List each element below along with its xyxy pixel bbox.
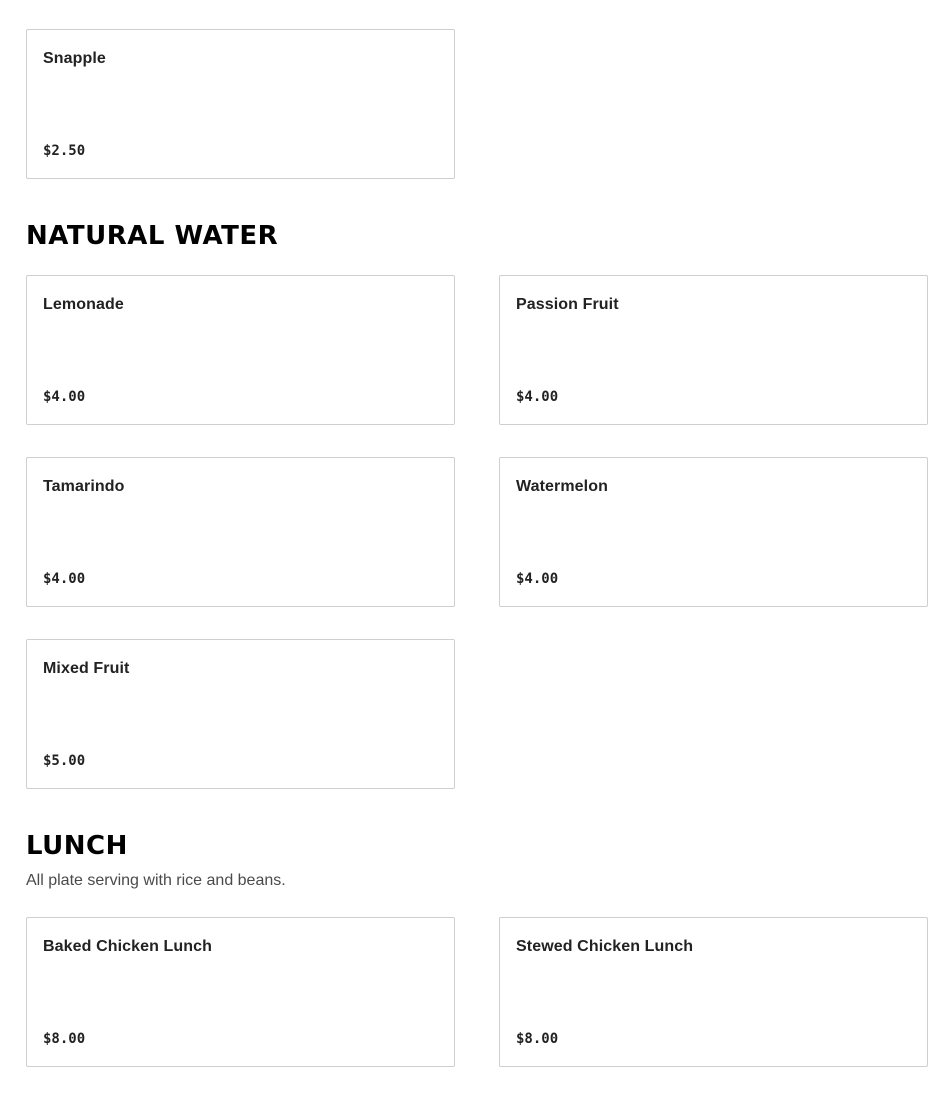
menu-item-card[interactable] — [26, 275, 455, 425]
menu-item-name: Passion Fruit — [516, 296, 619, 313]
menu-item-price: $5.00 — [43, 753, 86, 769]
menu-item-card[interactable] — [26, 639, 455, 789]
menu-item-card[interactable] — [26, 457, 455, 607]
menu-item-name: Stewed Chicken Lunch — [516, 938, 694, 955]
section-title-natural-water: NATURAL WATER — [26, 221, 279, 251]
menu-item-name: Watermelon — [516, 478, 608, 495]
menu-item-card[interactable] — [499, 275, 928, 425]
menu-item-price: $4.00 — [43, 571, 86, 587]
menu-item-price: $4.00 — [516, 571, 559, 587]
menu-item-name: Baked Chicken Lunch — [43, 938, 213, 955]
menu-item-price: $4.00 — [43, 389, 86, 405]
menu-item-card[interactable] — [499, 457, 928, 607]
section-description: All plate serving with rice and beans. — [26, 872, 286, 889]
section-title-lunch: LUNCH — [26, 831, 128, 861]
menu-item-name: Snapple — [43, 50, 106, 67]
menu-item-card[interactable] — [26, 917, 455, 1067]
menu-item-price: $8.00 — [516, 1031, 559, 1047]
menu-item-name: Lemonade — [43, 296, 124, 313]
menu-item-price: $8.00 — [43, 1031, 86, 1047]
menu-item-price: $4.00 — [516, 389, 559, 405]
menu-item-name: Mixed Fruit — [43, 660, 130, 677]
menu-item-name: Tamarindo — [43, 478, 125, 495]
menu-item-card[interactable] — [26, 29, 455, 179]
menu-item-card[interactable] — [499, 917, 928, 1067]
menu-item-price: $2.50 — [43, 143, 86, 159]
